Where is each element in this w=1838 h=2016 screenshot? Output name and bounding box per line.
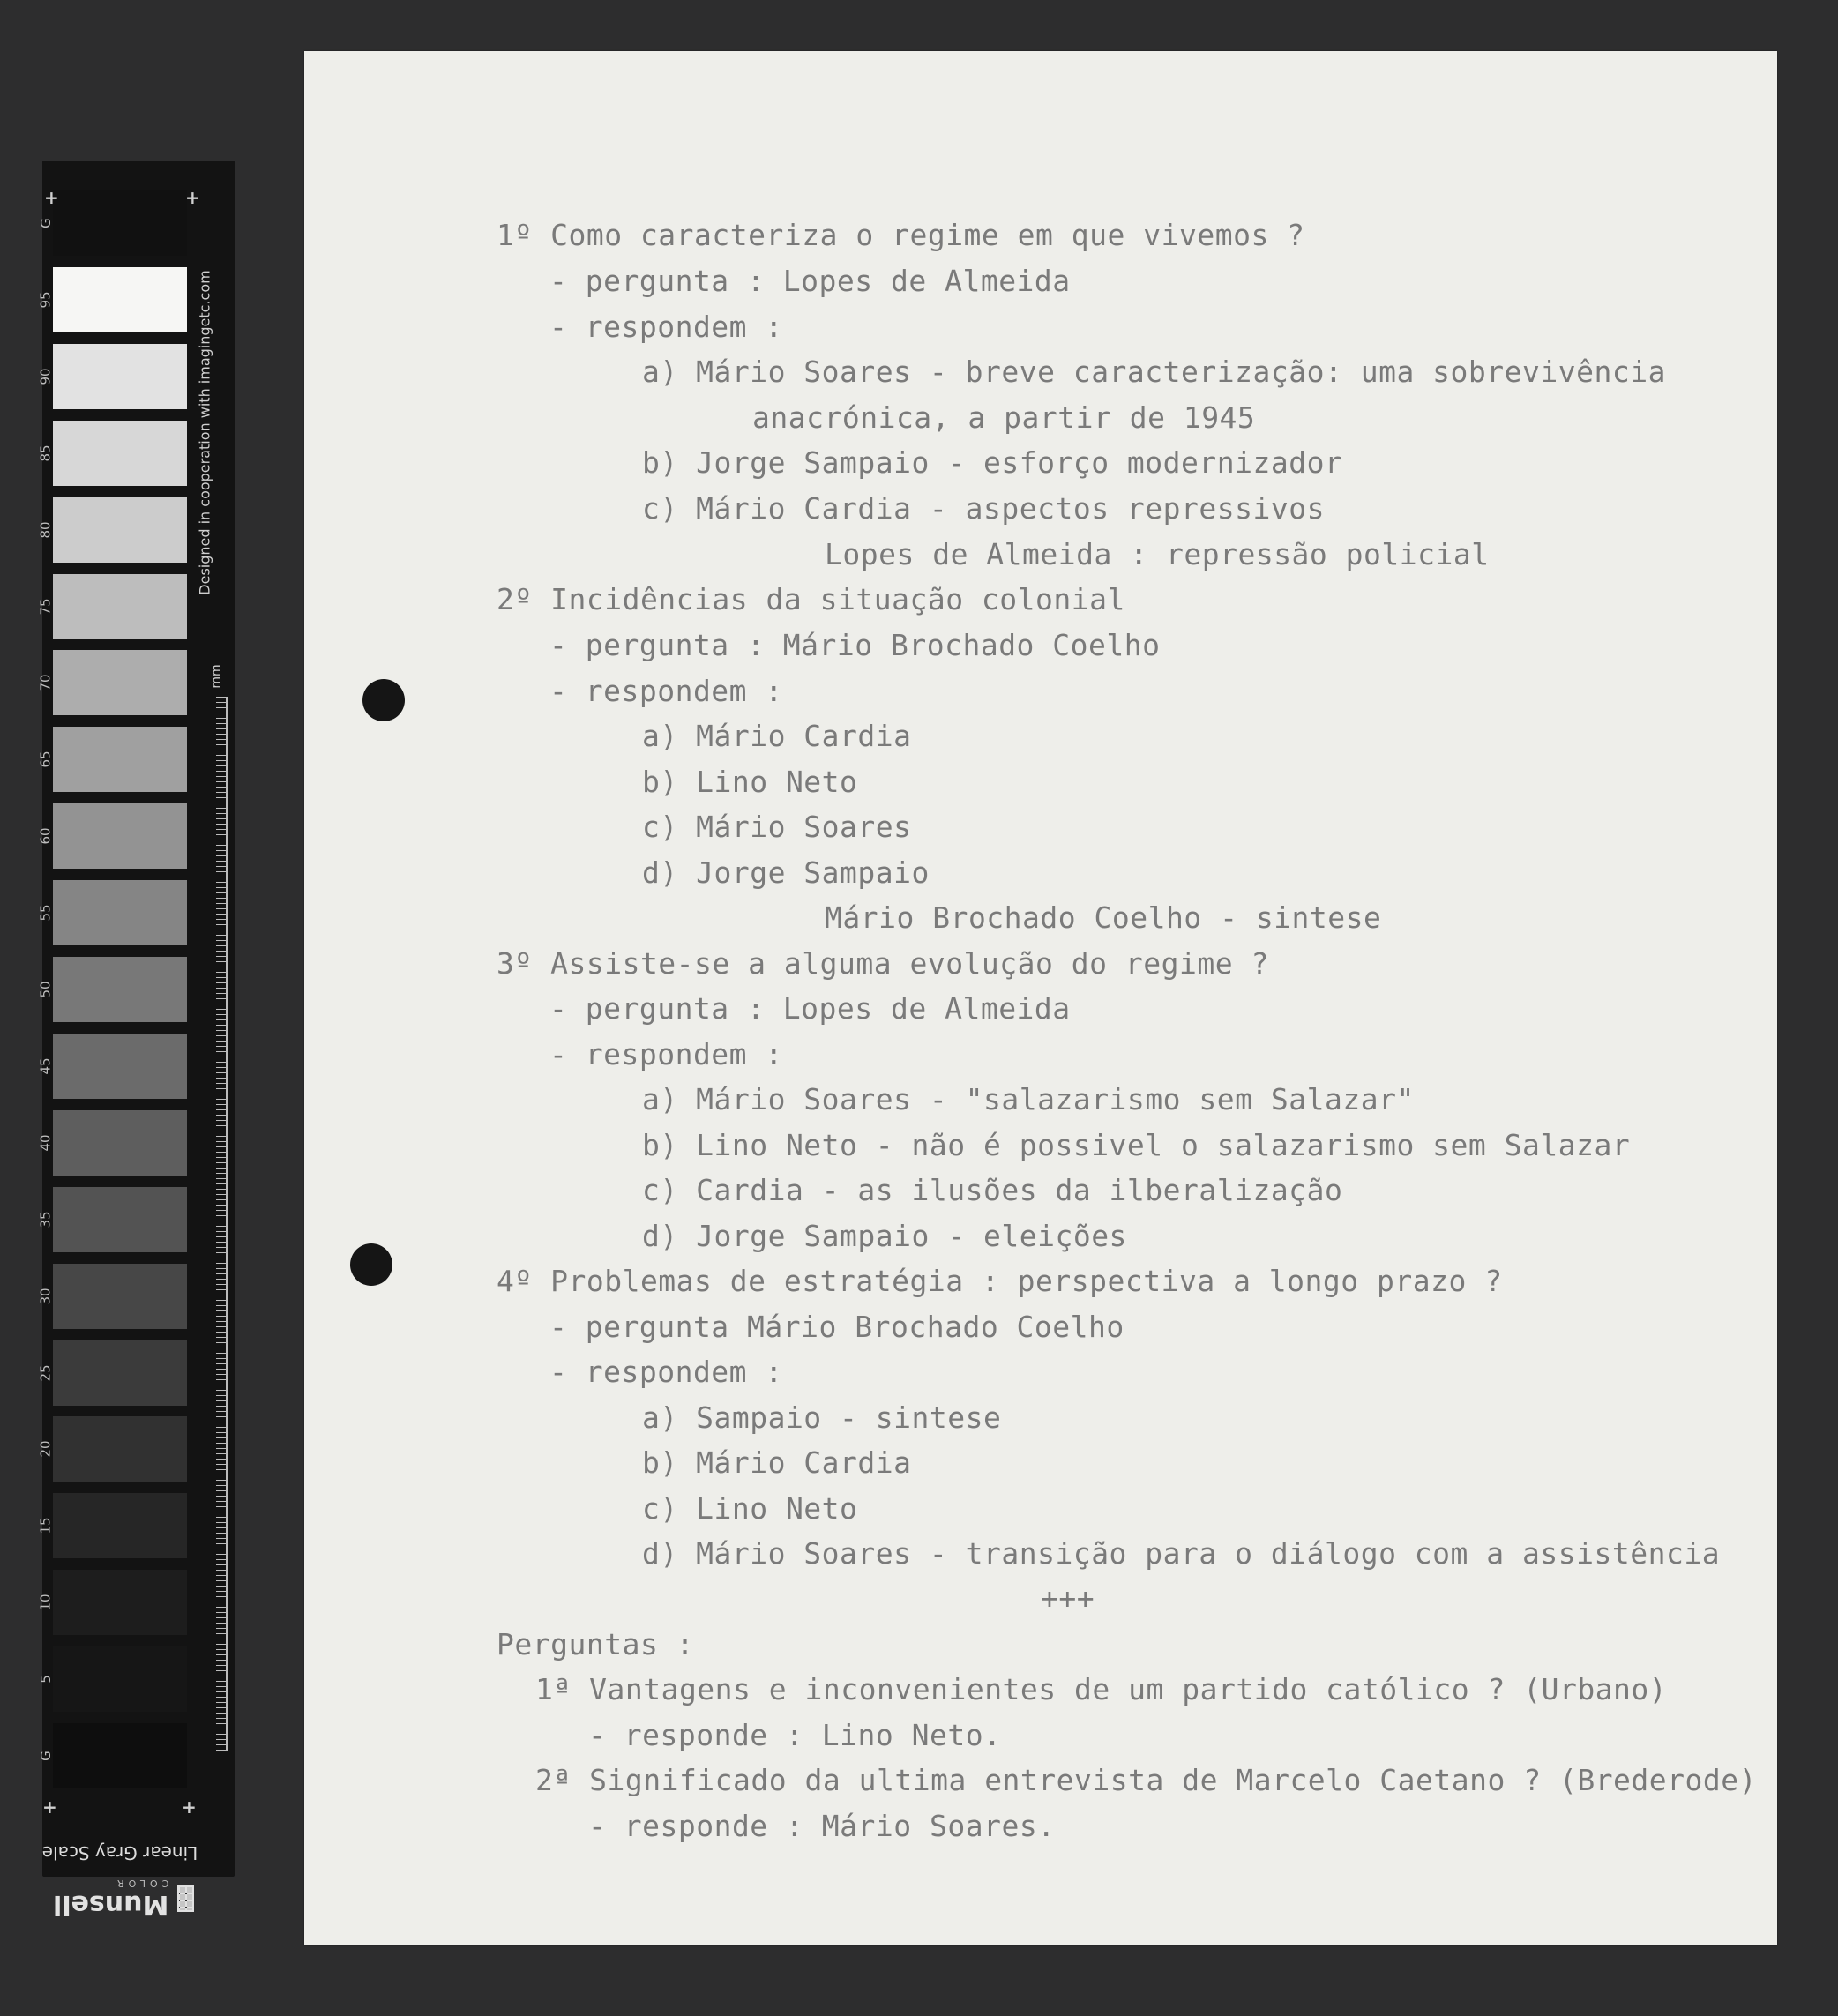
document-line: 3º Assiste-se a alguma evolução do regime ? (497, 946, 1269, 981)
ruler-unit-label: mm (210, 664, 224, 689)
document-line: 2ª Significado da ultima entrevista de Marcelo Caetano ? (Brederode) (535, 1763, 1758, 1797)
gray-patch-label: 45 (38, 1057, 54, 1075)
gray-patch-label: 20 (38, 1440, 54, 1458)
gray-patch (53, 574, 187, 639)
document-line: 4º Problemas de estratégia : perspectiva a longo prazo ? (497, 1264, 1503, 1298)
gray-patch-label: 50 (38, 981, 54, 998)
document-line: 1º Como caracteriza o regime em que vivemos ? (497, 218, 1305, 252)
gray-patch (53, 344, 187, 409)
plus-mark: + (182, 1796, 197, 1818)
scale-credit: Designed in cooperation with imagingetc.com (196, 269, 213, 595)
gray-patch (53, 190, 187, 256)
document-line: Lopes de Almeida : repressão policial (825, 537, 1490, 571)
document-line: Mário Brochado Coelho - sintese (825, 900, 1382, 935)
gray-patch-label: 60 (38, 827, 54, 845)
gray-patch (53, 1570, 187, 1635)
gray-patch-label: 5 (37, 1675, 54, 1684)
gray-patch (53, 880, 187, 945)
document-line: - respondem : (549, 674, 783, 708)
gray-patch-label: 40 (38, 1134, 54, 1152)
plus-mark: + (42, 1796, 57, 1818)
document-line: c) Mário Soares (642, 810, 912, 844)
gray-patch (53, 1340, 187, 1406)
gray-patch-label: 80 (38, 521, 54, 539)
mm-ruler-edge (226, 697, 228, 1751)
scale-title: Linear Gray Scale (41, 1842, 198, 1863)
document-line: b) Lino Neto - não é possivel o salazarismo sem Salazar (642, 1128, 1631, 1162)
gray-patch (53, 1264, 187, 1329)
plus-mark: + (185, 187, 200, 208)
document-line: b) Lino Neto (642, 765, 858, 799)
document-line: - responde : Lino Neto. (588, 1718, 1002, 1752)
document-line: +++ (1041, 1581, 1095, 1616)
gray-patch (53, 957, 187, 1022)
gray-patch-label: G (38, 218, 54, 228)
document-line: a) Mário Cardia (642, 719, 912, 753)
document-line: Perguntas : (497, 1627, 695, 1661)
brand-name: Munsell (53, 1889, 169, 1920)
document-line: d) Mário Soares - transição para o diálogo com a assistência (642, 1536, 1721, 1571)
gray-patch-label: 35 (38, 1211, 54, 1228)
mm-ruler (210, 697, 226, 1751)
gray-patch (53, 497, 187, 563)
gray-patch (53, 727, 187, 792)
gray-patch-label: 95 (38, 291, 54, 309)
munsell-grid-icon (177, 1885, 194, 1912)
gray-patch (53, 1416, 187, 1482)
document-line: b) Jorge Sampaio - esforço modernizador (642, 445, 1343, 480)
document-line: - respondem : (549, 310, 783, 344)
gray-patch-label: 85 (38, 444, 54, 462)
gray-scale-card (37, 161, 235, 1877)
document-line: b) Mário Cardia (642, 1445, 912, 1480)
gray-patch (53, 1187, 187, 1252)
gray-patch (53, 1110, 187, 1176)
document-line: c) Cardia - as ilusões da ilberalização (642, 1173, 1343, 1207)
document-line: 1ª Vantagens e inconvenientes de um partido católico ? (Urbano) (535, 1672, 1668, 1706)
gray-patch-label: 90 (38, 368, 54, 385)
document-line: a) Mário Soares - "salazarismo sem Salazar" (642, 1082, 1415, 1116)
document-line: - pergunta : Lopes de Almeida (549, 991, 1071, 1026)
document-line: 2º Incidências da situação colonial (497, 582, 1125, 616)
gray-patch-label: 10 (38, 1594, 54, 1611)
gray-patch (53, 1723, 187, 1788)
typed-document-page (304, 51, 1777, 1945)
document-line: a) Mário Soares - breve caracterização: uma sobrevivência (642, 355, 1666, 389)
document-line: c) Lino Neto (642, 1491, 858, 1526)
gray-patch-label: 70 (38, 674, 54, 691)
gray-patch (53, 650, 187, 715)
document-line: c) Mário Cardia - aspectos repressivos (642, 491, 1325, 526)
gray-patch (53, 1646, 187, 1712)
document-line: - respondem : (549, 1037, 783, 1071)
document-line: - responde : Mário Soares. (588, 1809, 1056, 1843)
document-line: - respondem : (549, 1355, 783, 1389)
plus-mark: + (44, 187, 59, 208)
gray-patch (53, 1493, 187, 1558)
document-line: a) Sampaio - sintese (642, 1400, 1002, 1435)
document-line: anacrónica, a partir de 1945 (752, 400, 1256, 435)
gray-patch (53, 421, 187, 486)
gray-patch-label: 65 (38, 750, 54, 768)
gray-patch-label: 25 (38, 1363, 54, 1382)
gray-patch-label: 30 (38, 1288, 54, 1305)
gray-patch-label: 15 (38, 1517, 54, 1534)
gray-patch-label: G (38, 1751, 54, 1761)
document-line: - pergunta Mário Brochado Coelho (549, 1310, 1124, 1344)
gray-patch (53, 267, 187, 332)
gray-patch-label: 55 (38, 904, 54, 922)
document-line: - pergunta : Lopes de Almeida (549, 264, 1071, 298)
document-text (304, 51, 1777, 1945)
document-line: - pergunta : Mário Brochado Coelho (549, 628, 1161, 662)
gray-patch-label: 75 (38, 597, 54, 616)
gray-patch (53, 1034, 187, 1099)
document-line: d) Jorge Sampaio - eleições (642, 1219, 1127, 1253)
document-line: d) Jorge Sampaio (642, 855, 930, 890)
brand-sub: COLOR (112, 1878, 169, 1889)
gray-patch (53, 803, 187, 869)
munsell-logo (53, 1878, 194, 1919)
